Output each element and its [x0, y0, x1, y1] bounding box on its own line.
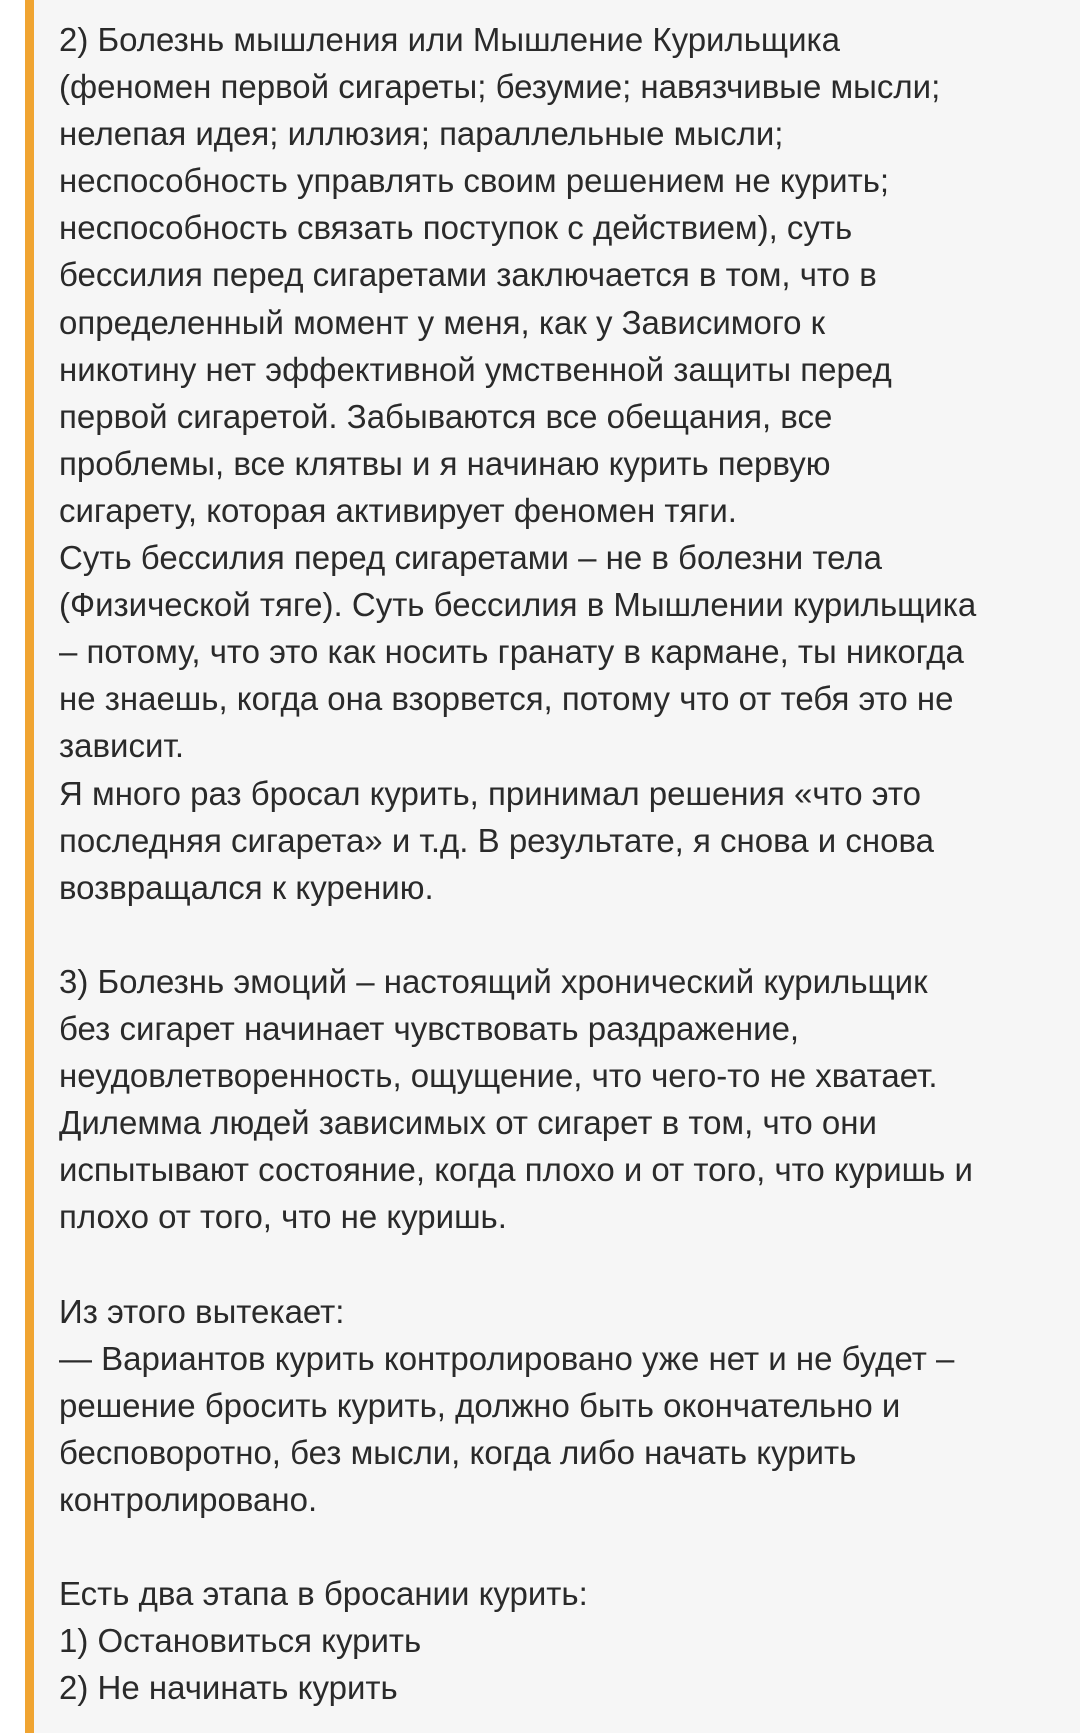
paragraph-conclusion — [59, 1288, 1059, 1523]
text-line: без сигарет начинает чувствовать раздражение, — [59, 1009, 800, 1047]
text-line: контролировано. — [59, 1480, 318, 1518]
text-line: первой сигаретой. Забываются все обещания, все — [59, 397, 833, 435]
text-line: не знаешь, когда она взорвется, потому что от тебя это не — [59, 680, 954, 718]
paragraph-gap — [59, 1523, 1059, 1570]
text-line: бессилия перед сигаретами заключается в том, что в — [59, 256, 877, 294]
text-line: испытывают состояние, когда плохо и от того, что куришь и — [59, 1151, 973, 1189]
paragraph-emotion-disease — [59, 958, 1059, 1241]
text-line: (феномен первой сигареты; безумие; навязчивые мысли; — [59, 68, 941, 106]
text-line: Суть бессилия перед сигаретами – не в болезни тела — [59, 539, 883, 577]
text-line: сигарету, которая активирует феномен тяги. — [59, 491, 737, 529]
page-margin — [0, 0, 25, 1733]
text-line: неудовлетворенность, ощущение, что чего-то не хватает. — [59, 1057, 938, 1095]
quote-accent-bar — [25, 0, 34, 1733]
text-line: 3) Болезнь эмоций – настоящий хронический курильщик — [59, 962, 928, 1000]
text-line: решение бросить курить, должно быть окончательно и — [59, 1386, 901, 1424]
text-line: Из этого вытекает: — [59, 1292, 345, 1330]
text-line: – потому, что это как носить гранату в кармане, ты никогда — [59, 633, 964, 671]
text-line: неспособность связать поступок с действием), суть — [59, 209, 853, 247]
paragraph-gap — [59, 1240, 1059, 1287]
text-line: зависит. — [59, 727, 185, 765]
text-line: проблемы, все клятвы и я начинаю курить первую — [59, 444, 831, 482]
text-line: 2) Болезнь мышления или Мышление Курильщика — [59, 21, 841, 58]
text-line: неспособность управлять своим решением не курить; — [59, 162, 890, 200]
text-line: бесповоротно, без мысли, когда либо начать курить — [59, 1433, 857, 1471]
text-line: Дилемма людей зависимых от сигарет в том, что они — [59, 1104, 877, 1142]
text-line: — Вариантов курить контролировано уже нет и не будет – — [59, 1339, 955, 1377]
text-line: последняя сигарета» и т.д. В результате, я снова и снова — [59, 821, 934, 859]
text-line: (Физической тяге). Суть бессилия в Мышлении курильщика — [59, 586, 977, 624]
text-line: возвращался к курению. — [59, 868, 434, 906]
text-line: никотину нет эффективной умственной защиты перед — [59, 350, 892, 388]
paragraph-stages — [59, 1570, 1059, 1711]
paragraph-gap — [59, 911, 1059, 958]
text-line: Я много раз бросал курить, принимал решения «что это — [59, 774, 922, 812]
paragraph-mind-disease — [59, 16, 1059, 911]
text-line: Есть два этапа в бросании курить: — [59, 1575, 588, 1613]
list-item: 1) Остановиться курить — [59, 1622, 422, 1660]
quote-body — [59, 16, 1059, 1711]
list-item: 2) Не начинать курить — [59, 1669, 398, 1707]
text-line: нелепая идея; иллюзия; параллельные мысли; — [59, 115, 784, 153]
text-line: определенный момент у меня, как у Зависимого к — [59, 303, 826, 341]
text-line: плохо от того, что не куришь. — [59, 1198, 507, 1236]
